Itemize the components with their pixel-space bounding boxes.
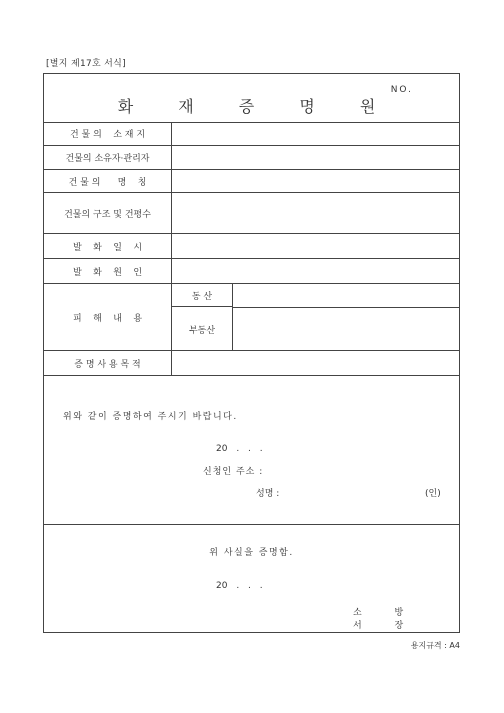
damage-label: 피 해 내 용 [44, 284, 172, 350]
fire-cause-row [44, 259, 459, 284]
number-label: NO. [390, 85, 413, 95]
request-section [44, 376, 459, 525]
fire-cause-label: 발 화 원 인 [44, 259, 172, 283]
building-name-label: 건 물 의 명 칭 [44, 170, 172, 192]
certification-section [44, 525, 459, 632]
fire-datetime-row [44, 234, 459, 259]
title-row [44, 74, 459, 123]
form-title: 화 재 증 명 원 [117, 97, 396, 116]
request-date: 20 . . . [216, 444, 263, 454]
location-row [44, 122, 459, 146]
certificate-form [43, 73, 460, 633]
structure-label: 건물의 구조 및 건평수 [44, 193, 172, 233]
structure-row [44, 193, 459, 234]
damage-row [44, 284, 459, 351]
owner-label: 건물의 소유자·관리자 [44, 146, 172, 169]
purpose-label: 증 명 사 용 목 적 [44, 351, 172, 375]
certification-date: 20 . . . [216, 581, 263, 591]
applicant-name-label: 성명 : [256, 489, 280, 499]
seal-mark: (인) [425, 489, 441, 499]
applicant-address-label: 신청인 주소 : [203, 467, 264, 477]
movable-property-label: 동 산 [172, 284, 233, 307]
certification-text: 위 사실을 증명함. [209, 548, 294, 558]
damage-divider [233, 307, 459, 308]
form-number-label: [별지 제17호 서식] [46, 59, 126, 69]
immovable-property-label: 부동산 [172, 307, 233, 351]
fire-datetime-label: 발 화 일 시 [44, 234, 172, 258]
request-text: 위와 같이 증명하여 주시기 바랍니다. [63, 412, 238, 422]
paper-size-label: 용지규격 : A4 [410, 641, 460, 650]
building-name-row [44, 170, 459, 193]
fire-chief-title: 소 방 서 장 [353, 608, 419, 631]
purpose-row [44, 351, 459, 376]
owner-row [44, 146, 459, 170]
location-label: 건 물 의 소 재 지 [44, 122, 172, 145]
